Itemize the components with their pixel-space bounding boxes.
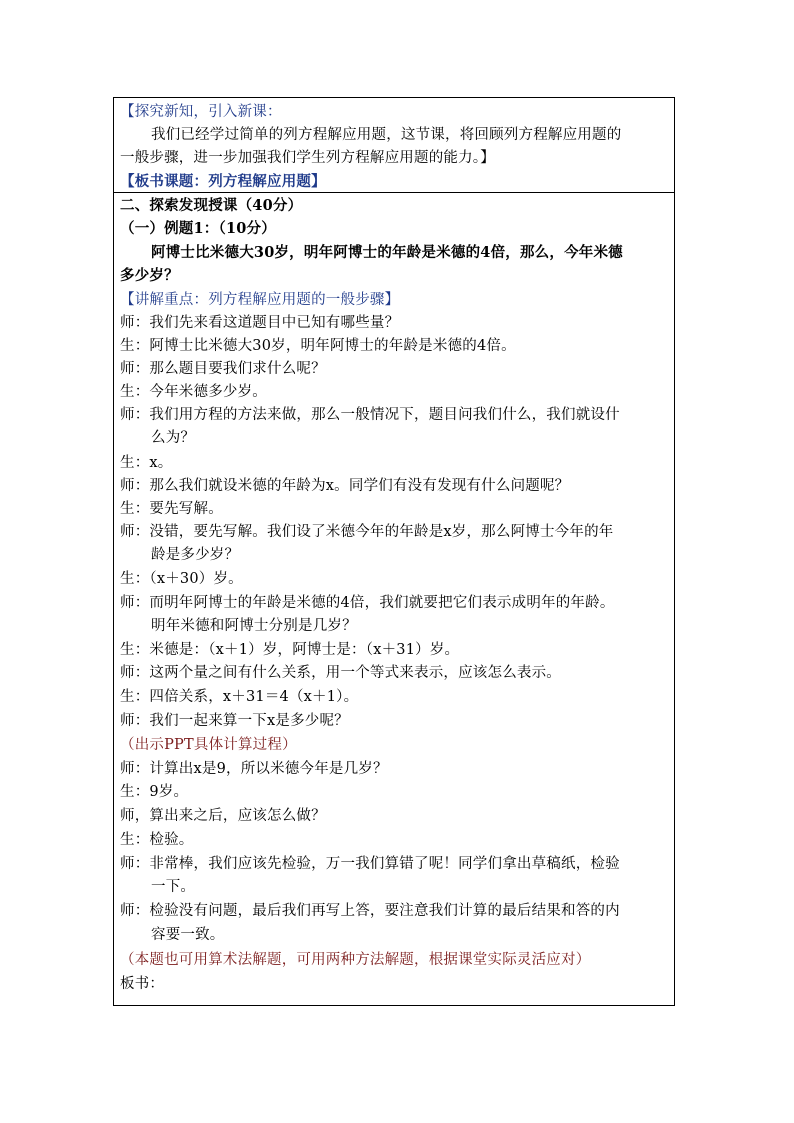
dialogue-line: 师：我们一起来算一下x是多少呢？: [120, 713, 349, 729]
dialogue-line: 龄是多少岁？: [151, 547, 240, 563]
ppt-note: （出示PPT具体计算过程）: [120, 737, 297, 753]
focus-note: 【讲解重点：列方程解应用题的一般步骤】: [120, 292, 400, 308]
dialogue-line: 师，算出来之后，应该怎么做？: [120, 808, 326, 824]
dialogue-line: 明年米德和阿博士分别是几岁？: [151, 618, 357, 634]
dialogue-line: 师：计算出x是9，所以米德今年是几岁？: [120, 761, 388, 777]
dialogue-line: 师：我们用方程的方法来做，那么一般情况下，题目问我们什么，我们就设什: [120, 407, 620, 423]
dialogue-line: 师：这两个量之间有什么关系，用一个等式来表示，应该怎么表示。: [120, 665, 561, 681]
dialogue-line: 生：米德是：（x＋1）岁，阿博士是：（x＋31）岁。: [120, 642, 460, 658]
dialogue-line: 生：9岁。: [120, 784, 189, 800]
dialogue-line: 生：今年米德多少岁。: [120, 384, 267, 400]
dialogue-line: 生：x。: [120, 455, 173, 471]
dialogue-line: 师：而明年阿博士的年龄是米德的4倍，我们就要把它们表示成明年的年龄。: [120, 595, 615, 611]
dialogue-line: 么为？: [151, 430, 196, 446]
problem-line-2: 多少岁？: [120, 267, 179, 284]
dialogue-line: 生：要先写解。: [120, 501, 223, 517]
dialogue-line: 师：非常棒，我们应该先检验，万一我们算错了呢！同学们拿出草稿纸，检验: [120, 856, 620, 872]
lesson-table: [113, 97, 675, 1006]
dialogue-line: 一下。: [151, 879, 196, 895]
example-heading: （一）例题1：（10分）: [120, 220, 276, 237]
board-label: 板书：: [120, 976, 165, 992]
intro-line-2: 一般步骤，进一步加强我们学生列方程解应用题的能力。】: [120, 150, 495, 166]
section-heading: 二、探索发现授课（40分）: [120, 197, 303, 214]
dialogue-line: 生：（x＋30）岁。: [120, 571, 243, 587]
board-title: 【板书课题：列方程解应用题】: [120, 173, 326, 190]
intro-heading: 【探究新知，引入新课：: [120, 104, 282, 120]
lesson-cell: [114, 193, 674, 1005]
method-note: （本题也可用算术法解题，可用两种方法解题，根据课堂实际灵活应对）: [120, 952, 591, 968]
dialogue-line: 师：没错，要先写解。我们设了米德今年的年龄是x岁，那么阿博士今年的年: [120, 524, 614, 540]
dialogue-line: 师：那么我们就设米德的年龄为x。同学们有没有发现有什么问题呢？: [120, 478, 570, 494]
intro-cell: [114, 98, 674, 193]
dialogue-line: 师：我们先来看这道题目中已知有哪些量？: [120, 315, 400, 331]
problem-line-1: 阿博士比米德大30岁，明年阿博士的年龄是米德的4倍，那么，今年米德: [151, 244, 623, 261]
dialogue-line: 生：阿博士比米德大30岁，明年阿博士的年龄是米德的4倍。: [120, 338, 516, 354]
dialogue-line: 容要一致。: [151, 927, 225, 943]
intro-line-1: 我们已经学过简单的列方程解应用题，这节课，将回顾列方程解应用题的: [151, 127, 622, 143]
dialogue-line: 师：那么题目要我们求什么呢？: [120, 361, 326, 377]
dialogue-line: 师：检验没有问题，最后我们再写上答，要注意我们计算的最后结果和答的内: [120, 903, 620, 919]
dialogue-line: 生：检验。: [120, 832, 194, 848]
dialogue-line: 生：四倍关系，x＋31＝4（x＋1）。: [120, 689, 359, 705]
